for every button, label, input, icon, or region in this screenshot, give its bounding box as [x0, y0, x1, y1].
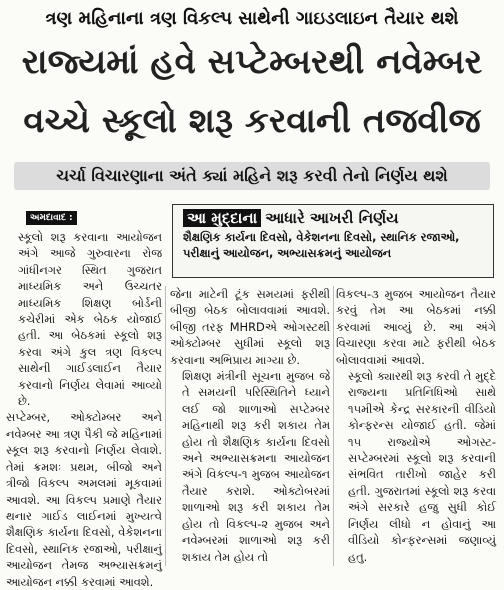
main-headline-line-1: રાજ્યમાં હવે સપ્ટેમ્બરથી નવેમ્બર — [21, 42, 483, 82]
subheadline-deck: ચર્ચા વિચારણાના અંતે ક્યાં મહિને શરૂ કરવી તેનો નિર્ણય થશે — [14, 162, 490, 190]
paragraph: સપ્ટેમ્બર, ઓક્ટોમ્બર અને નવેમ્બર આ ત્રણ પૈકી જે મહિનામાં સ્કૂલ શરૂ કરવાનો નિર્ણય લેવાશે. તેમાં ક્રમશઃ પ્રથમ, બીજો અને ત્રીજો વિકલ્પ અમલમાં મૂકવામાં આવશે. આ વિકલ્પ પ્રમાણે તૈયાર થનાર ગાઈડ લાઈનમાં મુખ્યત્વે શૈક્ષણિક કાર્યના દિવસો, વેકેશનના દિવસો, સ્થાનિક રજાઓ, પરીક્ષાનું આયોજન તેમજ અભ્યાસક્રમનું આયોજન નક્કી કરવામાં આવશે. — [6, 410, 162, 589]
main-headline-line-2: વચ્ચે સ્કૂલો શરૂ કરવાની તજવીજ — [23, 101, 481, 141]
dateline-badge: અમદાવાદ : — [26, 211, 77, 225]
box-text: શૈક્ષણિક કાર્યના દિવસો, વેકેશનના દિવસો, સ્થાનિક રજાઓ, પરીક્ષાનું આયોજન, અભ્યાસક્રમનું આયોજન — [183, 230, 460, 260]
column-2 — [170, 286, 330, 565]
paragraph: વિકલ્પ-૩ મુજબ આયોજન તૈયાર કરવું તેમ આ બેઠકમાં નક્કી કરવામાં આવ્યું છે. આ અંગે વિચારણા કરવા માટે ફરીથી બેઠક બોલાવવામાં આવશે. — [336, 287, 496, 367]
column-divider — [333, 286, 334, 566]
paragraph: સ્કૂલો શરૂ કરવાના આયોજન અંગે આજે ગુરુવારના રોજ ગાંધીનગર સ્થિત ગુજરાત માધ્યમિક અને ઉચ્ચતર માધ્યમિક શિક્ષણ બોર્ડની કચેરીમાં એક બેઠક યોજાઈ હતી. આ બેઠકમાં સ્કૂલો શરૂ કરવા અંગે કુલ ત્રણ વિકલ્પ સાથેની ગાઈડલાઈન તૈયાર કરવાનો નિર્ણય લેવામાં આવ્યો છે. — [18, 230, 162, 409]
box-title — [173, 205, 493, 229]
kicker-headline: ત્રણ મહિનાના ત્રણ વિકલ્પ સાથેની ગાઇડલાઇન તૈયાર થશે — [45, 8, 459, 29]
column-1 — [6, 208, 162, 590]
box-title-prefix: આ મુદ્દાના — [183, 209, 261, 227]
paragraph: શિક્ષણ મંત્રીની સૂચના મુજબ જે તે સમયની પરિસ્થિતિને ધ્યાને લઈ જો શાળાઓ સપ્ટેમ્બર મહિનાથી શરૂ કરી શકાય તેમ હોય તો શૈક્ષણિક કાર્યના દિવસો અને અભ્યાસક્રમના આયોજન અંગે વિકલ્પ-૧ મુજબ આયોજન તૈયાર કરાશે. ઓક્ટોબરમાં શાળાઓ શરૂ કરી શકાય તેમ હોય તો વિકલ્પ-૨ મુજબ અને નવેમ્બરમાં શાળાઓ શરૂ કરી શકાય તેમ હોય તો — [182, 369, 330, 564]
article-body — [0, 198, 504, 589]
key-points-box — [172, 204, 494, 278]
column-divider — [165, 286, 166, 566]
box-title-text: આધારે આખરી નિર્ણય — [265, 209, 399, 227]
paragraph: સ્કૂલો ક્યારથી શરૂ કરવી તે મુદ્દે રાજ્યના પ્રતિનિધિઓ સાથે ૧૫મીએ કેન્દ્ર સરકારની વીડિયો કોન્ફરન્સ યોજાઈ હતી. જેમાં ૧૫ રાજ્યોએ ઓગસ્ટ-સપ્ટેમ્બરમાં સ્કૂલો શરૂ કરવાની સંભવિત તારીખો જાહેર કરી હતી. ગુજરાતમાં સ્કૂલો શરૂ કરવા અંગે સરકારે હજુ સુધી કોઈ નિર્ણય લીધો ન હોવાનું આ વીડિયો કોન્ફરન્સમાં જણાવ્યું હતુ. — [348, 369, 496, 564]
paragraph: જેના માટેની ટૂંક સમયમાં ફરીથી બીજી બેઠક બોલાવવામાં આવશે. બીજી તરફ MHRDએ ઓગસ્ટથી ઓક્ટોમ્બર સુધીમાં સ્કૂલો શરૂ કરવાના અભિપ્રાય માગ્યા છે. — [170, 287, 330, 367]
column-3 — [336, 286, 496, 565]
